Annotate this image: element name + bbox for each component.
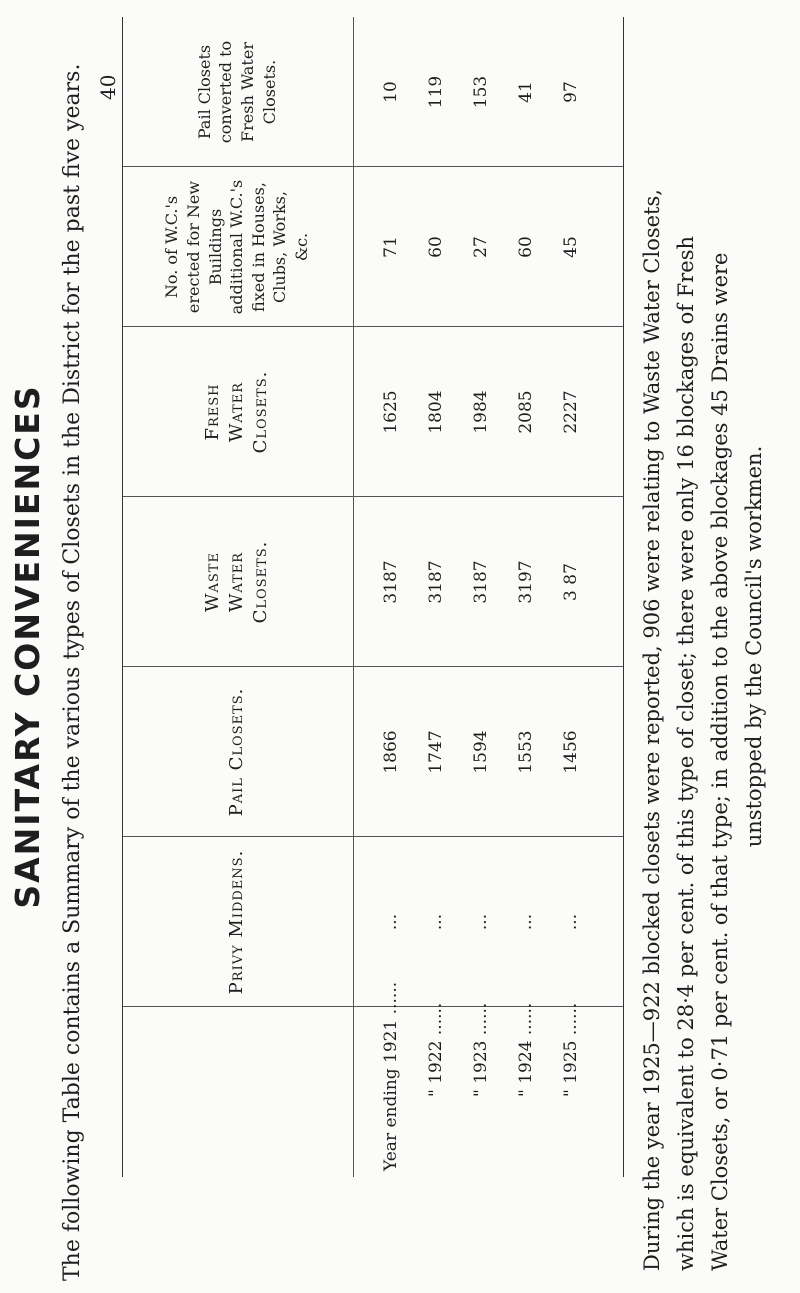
page-number: 40 <box>96 74 120 100</box>
cell-waste: 3187 <box>471 560 491 604</box>
cell-pail: 1553 <box>516 730 536 774</box>
cell-fresh: 1984 <box>471 390 491 434</box>
cell-year: " 1922 ...... <box>426 1002 446 1097</box>
footer-line-2: which is equivalent to 28·4 per cent. of this type of closet; there were only 16 blockages of Fresh <box>674 235 698 1271</box>
cell-pail: 1747 <box>426 730 446 774</box>
cell-new-wc: 45 <box>561 236 581 258</box>
cell-new-wc: 60 <box>516 236 536 258</box>
cell-waste: 3 87 <box>561 563 581 601</box>
cell-waste: 3197 <box>516 560 536 604</box>
page-heading: SANITARY CONVENIENCES <box>8 384 47 909</box>
header-pail-closets: Pail Closets. <box>225 687 247 817</box>
cell-year: " 1923 ...... <box>471 1002 491 1097</box>
cell-privy: ... <box>471 913 491 931</box>
cell-fresh: 1804 <box>426 390 446 434</box>
cell-privy: ... <box>381 913 401 931</box>
cell-year: " 1925 ...... <box>561 1002 581 1097</box>
cell-pail: 1866 <box>381 730 401 774</box>
cell-year: Year ending 1921 ...... <box>381 981 401 1171</box>
cell-pail: 1456 <box>561 730 581 774</box>
footer-line-3: Water Closets, or 0·71 per cent. of that type; in addition to the above blockages 45 Drains were <box>708 252 732 1271</box>
cell-converted: 119 <box>426 75 446 109</box>
cell-fresh: 2085 <box>516 390 536 434</box>
header-waste-water-closets: Waste Water Closets. <box>201 540 272 624</box>
cell-privy: ... <box>561 913 581 931</box>
cell-fresh: 1625 <box>381 390 401 434</box>
cell-new-wc: 60 <box>426 236 446 258</box>
cell-converted: 153 <box>471 75 491 109</box>
cell-converted: 97 <box>561 81 581 103</box>
cell-new-wc: 71 <box>381 236 401 258</box>
closets-summary-table <box>122 17 624 1177</box>
intro-text: The following Table contains a Summary of the various types of Closets in the District for the past five years. <box>60 63 85 1281</box>
cell-year: " 1924 ...... <box>516 1002 536 1097</box>
header-rule <box>353 17 354 1177</box>
header-new-wc-count: No. of W.C.'s erected for New Buildings additional W.C.'s fixed in Houses, Clubs, Works, &c. <box>162 179 311 315</box>
footer-line-1: During the year 1925—922 blocked closets were reported, 906 were relating to Waste Water Closets, <box>640 189 664 1271</box>
header-year <box>123 1007 351 1177</box>
cell-privy: ... <box>426 913 446 931</box>
cell-waste: 3187 <box>426 560 446 604</box>
cell-converted: 10 <box>381 81 401 103</box>
header-pail-converted: Pail Closets converted to Fresh Water Closets. <box>194 40 279 144</box>
cell-converted: 41 <box>516 81 536 103</box>
cell-privy: ... <box>516 913 536 931</box>
cell-new-wc: 27 <box>471 236 491 258</box>
footer-line-4: unstopped by the Council's workmen. <box>742 445 766 848</box>
cell-fresh: 2227 <box>561 390 581 434</box>
cell-waste: 3187 <box>381 560 401 604</box>
cell-pail: 1594 <box>471 730 491 774</box>
header-privy-middens: Privy Middens. <box>225 849 247 995</box>
header-fresh-water-closets: Fresh Water Closets. <box>201 370 272 454</box>
